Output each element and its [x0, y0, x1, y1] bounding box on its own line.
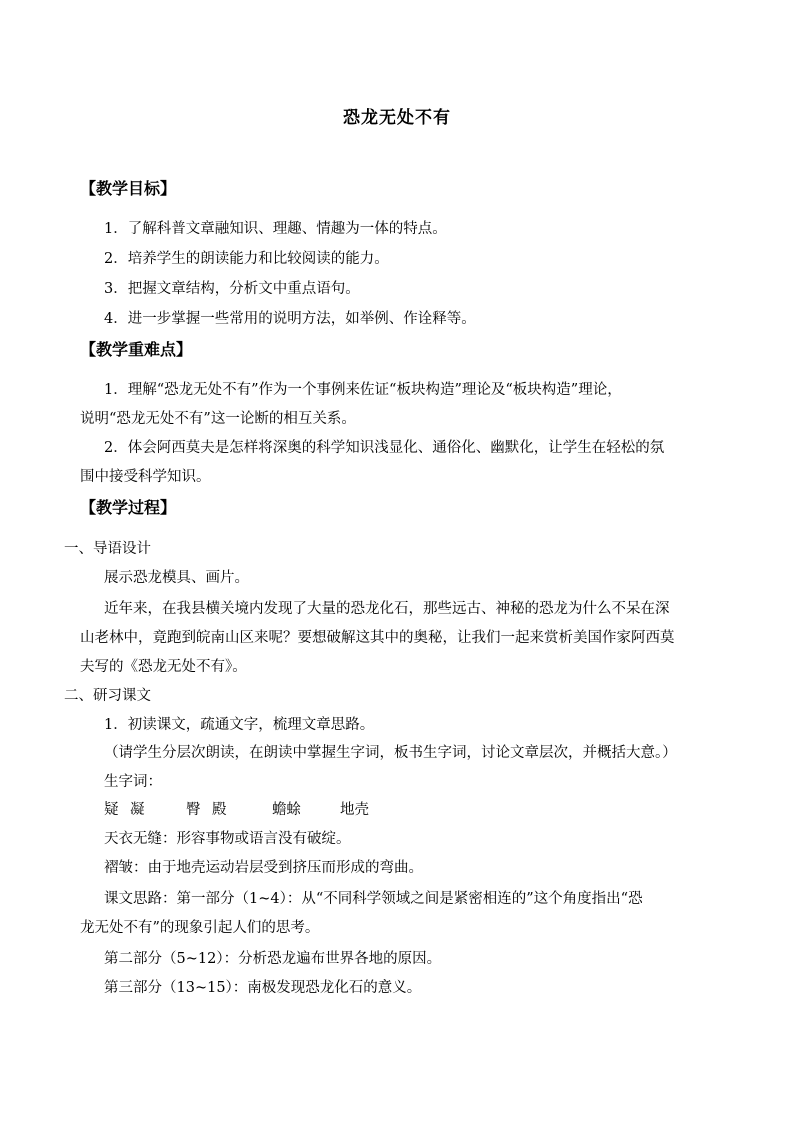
vocab-row [104, 799, 400, 821]
vocab-label: 生字词： [104, 774, 162, 790]
vocab-word: 凝 [130, 802, 145, 818]
key-point-line: 1．理解“恐龙无处不有”作为一个事例来佐证“板块构造”理论及“板块构造”理论， [104, 382, 622, 398]
process-part1-paragraph-line: 夫写的《恐龙无处不有》。 [80, 659, 247, 675]
definition-line: 天衣无缝：形容事物或语言没有破绽。 [104, 831, 351, 847]
process-part2-heading: 二、研习课文 [64, 688, 151, 704]
process-part1-heading: 一、导语设计 [64, 541, 151, 557]
key-point-line: 围中接受科学知识。 [80, 469, 211, 485]
process-part1-paragraph-line: 山老林中，竟跑到皖南山区来呢？要想破解这其中的奥秘，让我们一起来赏析美国作家阿西莫 [80, 630, 675, 646]
document-title: 恐龙无处不有 [343, 108, 451, 128]
vocab-word: 地壳 [340, 802, 369, 818]
process-part1-line: 展示恐龙模具、画片。 [104, 570, 249, 586]
vocab-word: 臀 [186, 802, 201, 818]
section-heading-key-points: 【教学重难点】 [80, 340, 193, 359]
vocab-word: 疑 [104, 802, 119, 818]
objective-item: 4．进一步掌握一些常用的说明方法，如举例、作诠释等。 [104, 311, 476, 327]
process-part2-note: （请学生分层次朗读，在朗读中掌握生字词，板书生字词，讨论文章层次，并概括大意。） [104, 745, 677, 761]
key-point-line: 说明“恐龙无处不有”这一论断的相互关系。 [80, 411, 356, 427]
process-part1-paragraph-line: 近年来，在我县横关境内发现了大量的恐龙化石，那些远古、神秘的恐龙为什么不呆在深 [104, 601, 670, 617]
section-heading-objectives: 【教学目标】 [80, 179, 177, 198]
objective-item: 3．把握文章结构，分析文中重点语句。 [104, 281, 360, 297]
outline-line: 第二部分（5~12）：分析恐龙遍布世界各地的原因。 [104, 951, 442, 967]
outline-line: 第三部分（13~15）：南极发现恐龙化石的意义。 [104, 980, 422, 996]
vocab-word: 殿 [212, 802, 227, 818]
key-point-line: 2．体会阿西莫夫是怎样将深奥的科学知识浅显化、通俗化、幽默化，让学生在轻松的氛 [104, 440, 665, 456]
outline-line: 课文思路：第一部分（1~4）：从“不同科学领域之间是紧密相连的”这个角度指出“恐 [104, 891, 643, 907]
definition-line: 褶皱：由于地壳运动岩层受到挤压而形成的弯曲。 [104, 860, 423, 876]
objective-item: 1．了解科普文章融知识、理趣、情趣为一体的特点。 [104, 221, 447, 237]
process-part2-step: 1．初读课文，疏通文字，梳理文章思路。 [104, 717, 375, 733]
section-heading-process: 【教学过程】 [80, 498, 177, 517]
vocab-word: 蟾蜍 [272, 802, 301, 818]
objective-item: 2．培养学生的朗读能力和比较阅读的能力。 [104, 251, 389, 267]
outline-line: 龙无处不有”的现象引起人们的思考。 [80, 920, 320, 936]
